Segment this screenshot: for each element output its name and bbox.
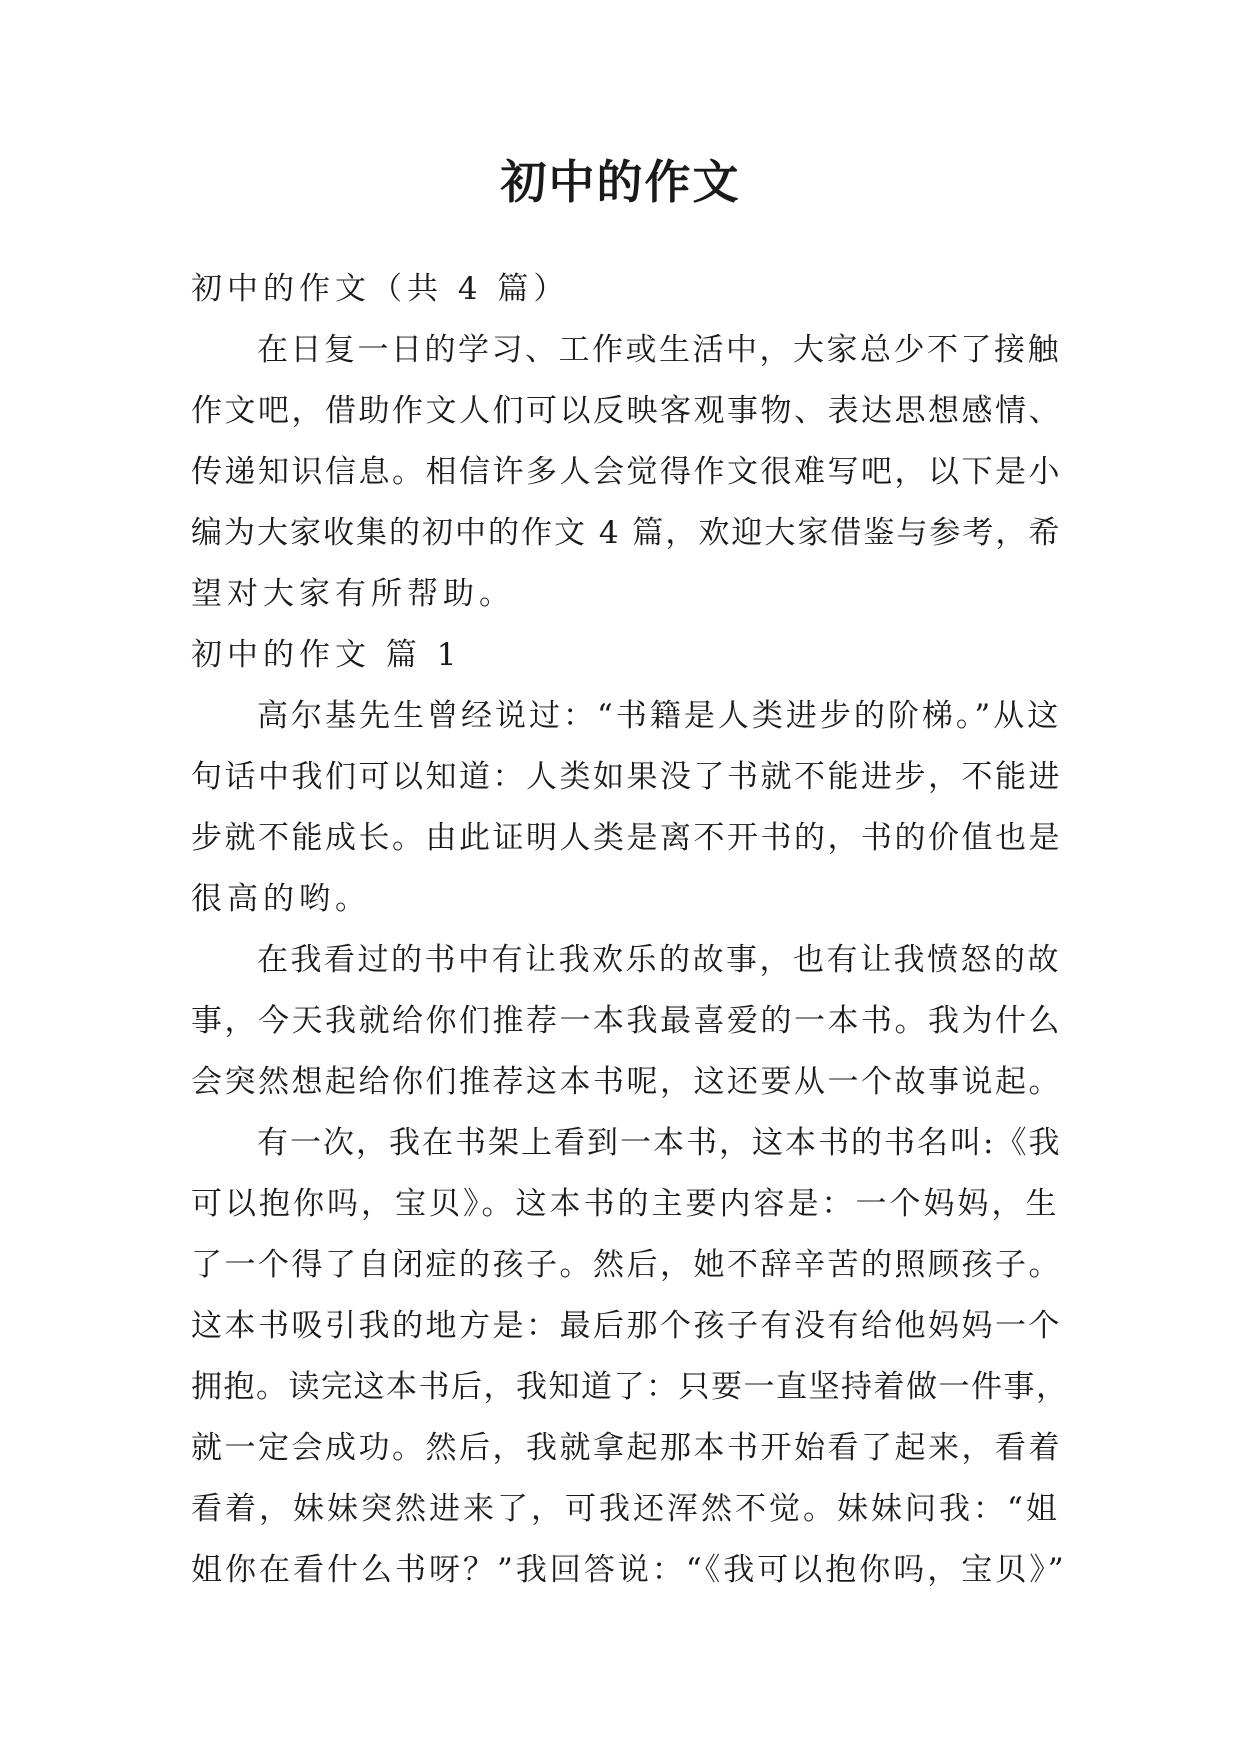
text-line: 事，今天我就给你们推荐一本我最喜爱的一本书。我为什么 <box>191 1003 1062 1039</box>
text-line: 传递知识信息。相信许多人会觉得作文很难写吧，以下是小 <box>191 454 1062 490</box>
text-line: 拥抱。读完这本书后，我知道了：只要一直坚持着做一件事， <box>191 1369 1069 1405</box>
text-line: 步就不能成长。由此证明人类是离不开书的，书的价值也是 <box>191 820 1062 856</box>
text-line: 初中的作文 篇 1 <box>191 637 462 673</box>
text-line: 这本书吸引我的地方是：最后那个孩子有没有给他妈妈一个 <box>191 1308 1062 1344</box>
text-line: 在我看过的书中有让我欢乐的故事，也有让我愤怒的故 <box>257 942 1061 978</box>
text-line: 初中的作文（共 4 篇） <box>191 271 570 307</box>
text-line: 有一次，我在书架上看到一本书，这本书的书名叫:《我 <box>257 1125 1062 1161</box>
text-line: 会突然想起给你们推荐这本书呢，这还要从一个故事说起。 <box>191 1064 1062 1100</box>
text-line: 在日复一日的学习、工作或生活中，大家总少不了接触 <box>257 332 1061 368</box>
text-line: 编为大家收集的初中的作文 4 篇，欢迎大家借鉴与参考，希 <box>191 515 1062 551</box>
text-line: 高尔基先生曾经说过：“书籍是人类进步的阶梯。”从这 <box>257 698 1062 734</box>
text-line: 句话中我们可以知道：人类如果没了书就不能进步，不能进 <box>191 759 1062 795</box>
text-line: 就一定会成功。然后，我就拿起那本书开始看了起来，看着 <box>191 1430 1062 1466</box>
document-body <box>191 259 1069 1601</box>
text-line: 很高的哟。 <box>191 881 371 917</box>
document-title: 初中的作文 <box>500 155 741 209</box>
text-line: 了一个得了自闭症的孩子。然后，她不辞辛苦的照顾孩子。 <box>191 1247 1062 1283</box>
text-line: 望对大家有所帮助。 <box>191 576 515 612</box>
text-line: 看着，妹妹突然进来了，可我还浑然不觉。妹妹问我：“姐 <box>191 1491 1060 1527</box>
text-line: 姐你在看什么书呀？”我回答说：“《我可以抱你吗，宝贝》” <box>191 1552 1067 1588</box>
text-line: 作文吧，借助作文人们可以反映客观事物、表达思想感情、 <box>191 393 1062 429</box>
text-line: 可以抱你吗，宝贝》。这本书的主要内容是：一个妈妈，生 <box>191 1186 1060 1222</box>
